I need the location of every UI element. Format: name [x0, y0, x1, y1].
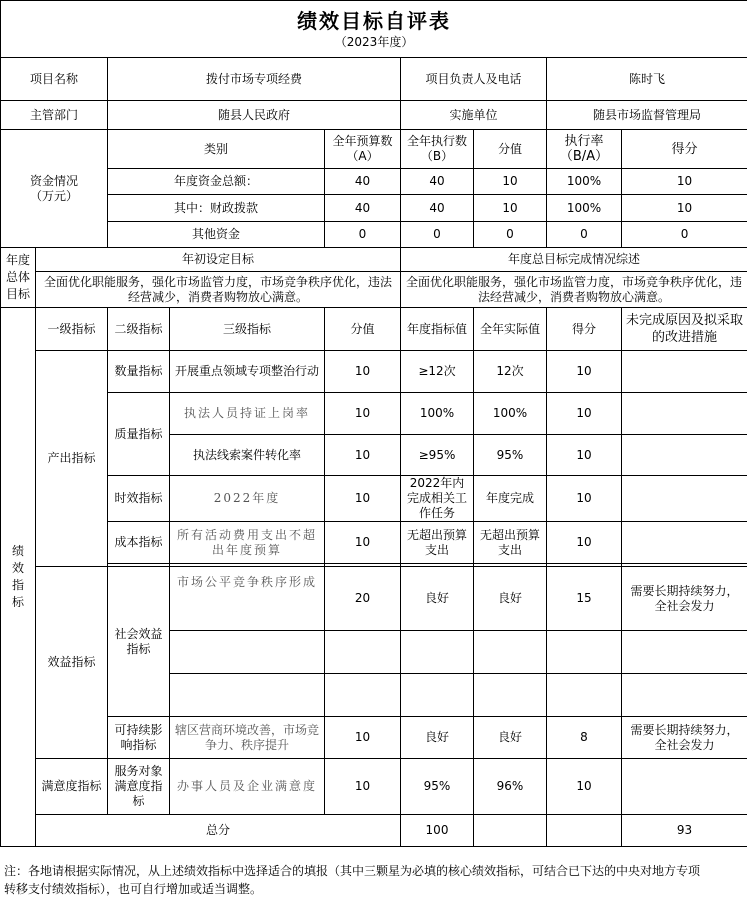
satisfaction-l2: 服务对象满意度指标 — [108, 759, 170, 815]
manager-label: 项目负责人及电话 — [401, 58, 547, 101]
cost-l2: 成本指标 — [108, 522, 170, 564]
timeliness-actual: 年度完成 — [474, 476, 547, 522]
header-level3: 三级指标 — [170, 308, 325, 351]
annual-goal-label-cell — [1, 248, 36, 308]
timeliness-l3: 2022年度 — [170, 476, 325, 522]
quantity-l2: 数量指标 — [108, 351, 170, 393]
quality1-l3: 执法人员持证上岗率 — [170, 393, 325, 435]
social-blank-target — [401, 631, 474, 674]
social-actual: 良好 — [474, 567, 547, 631]
quantity-actual: 12次 — [474, 351, 547, 393]
quality1-score-value: 10 — [325, 393, 401, 435]
impl-value: 随县市场监督管理局 — [547, 101, 747, 130]
satisfaction-actual: 96% — [474, 759, 547, 815]
funds-row-other-score-value: 0 — [474, 222, 547, 248]
project-name-value: 拨付市场专项经费 — [108, 58, 401, 101]
quality2-reason — [622, 435, 747, 476]
social-blank-l3 — [170, 631, 325, 674]
initial-goal-text: 全面优化职能服务，强化市场监管力度，市场竞争秩序优化，违法经营减少，消费者购物放心满意。 — [36, 272, 401, 308]
timeliness-reason — [622, 476, 747, 522]
cost-l3: 所有活动费用支出不超出年度预算 — [170, 522, 325, 564]
sustain-target: 良好 — [401, 717, 474, 759]
satisfaction-reason — [622, 759, 747, 815]
impl-label: 实施单位 — [401, 101, 547, 130]
sustain-score: 8 — [547, 717, 622, 759]
social-l3: 市场公平竞争秩序形成 — [170, 567, 325, 631]
social-blank2-score-value — [325, 674, 401, 717]
social-reason: 需要长期持续努力，全社会发力 — [622, 567, 747, 631]
social-target: 良好 — [401, 567, 474, 631]
quality2-target: ≥95% — [401, 435, 474, 476]
funds-row-total-score-value: 10 — [474, 169, 547, 195]
social-score-value: 20 — [325, 567, 401, 631]
funds-row-total-budget: 40 — [325, 169, 401, 195]
satisfaction-score: 10 — [547, 759, 622, 815]
social-blank-actual — [474, 631, 547, 674]
funds-row-other-budget: 0 — [325, 222, 401, 248]
funds-header-budget: 全年预算数 （A） — [325, 130, 401, 169]
total-target — [474, 815, 547, 847]
annual-goal-label: 年度总体目标 — [5, 253, 30, 301]
total-score: 93 — [622, 815, 747, 847]
header-target: 年度指标值 — [401, 308, 474, 351]
header-score-value: 分值 — [325, 308, 401, 351]
social-blank2-reason — [622, 674, 747, 717]
page-subtitle: （2023年度） — [334, 35, 414, 49]
funds-row-total-score: 10 — [622, 169, 747, 195]
quantity-reason — [622, 351, 747, 393]
funds-row-fiscal-budget: 40 — [325, 195, 401, 222]
satisfaction-label: 满意度指标 — [36, 759, 108, 815]
goal-summary-text: 全面优化职能服务，强化市场监管力度，市场竞争秩序优化，违法经营减少，消费者购物放心满意。 — [401, 272, 747, 308]
satisfaction-target: 95% — [401, 759, 474, 815]
quality1-actual: 100% — [474, 393, 547, 435]
indicators-section-label: 绩效指标 — [11, 544, 24, 609]
social-l2: 社会效益指标 — [108, 567, 170, 717]
total-label: 总分 — [36, 815, 401, 847]
funds-header-score-value: 分值 — [474, 130, 547, 169]
total-actual — [547, 815, 622, 847]
benefit-label: 效益指标 — [36, 567, 108, 759]
quality-l2: 质量指标 — [108, 393, 170, 476]
funds-row-total-label: 年度资金总额： — [108, 169, 325, 195]
quality2-score-value: 10 — [325, 435, 401, 476]
funds-row-fiscal-executed: 40 — [401, 195, 474, 222]
quantity-l3: 开展重点领域专项整治行动 — [170, 351, 325, 393]
funds-header-score: 得分 — [622, 130, 747, 169]
funds-row-other-score: 0 — [622, 222, 747, 248]
funds-row-fiscal-score-value: 10 — [474, 195, 547, 222]
sustain-l2: 可持续影响指标 — [108, 717, 170, 759]
social-blank2-actual — [474, 674, 547, 717]
funds-header-rate: 执行率 （B/A） — [547, 130, 622, 169]
funds-header-executed: 全年执行数 （B） — [401, 130, 474, 169]
header-level2: 二级指标 — [108, 308, 170, 351]
header-score: 得分 — [547, 308, 622, 351]
social-blank2-l3 — [170, 674, 325, 717]
dept-label: 主管部门 — [1, 101, 108, 130]
funds-row-fiscal-score: 10 — [622, 195, 747, 222]
timeliness-target: 2022年内完成相关工作任务 — [401, 476, 474, 522]
sustain-l3: 辖区营商环境改善，市场竞争力、秩序提升 — [170, 717, 325, 759]
total-score-value: 100 — [401, 815, 474, 847]
quantity-target: ≥12次 — [401, 351, 474, 393]
funds-row-fiscal-label: 其中：财政拨款 — [108, 195, 325, 222]
page-title: 绩效目标自评表 — [297, 9, 452, 33]
social-blank-score — [547, 631, 622, 674]
dept-value: 随县人民政府 — [108, 101, 401, 130]
funds-row-other-label: 其他资金 — [108, 222, 325, 248]
timeliness-score-value: 10 — [325, 476, 401, 522]
initial-goal-header: 年初设定目标 — [36, 248, 401, 272]
cost-target: 无超出预算支出 — [401, 522, 474, 564]
social-score: 15 — [547, 567, 622, 631]
funds-label: 资金情况 （万元） — [1, 130, 108, 248]
quality1-score: 10 — [547, 393, 622, 435]
indicators-section-cell — [1, 308, 36, 847]
funds-row-other-executed: 0 — [401, 222, 474, 248]
social-blank2-score — [547, 674, 622, 717]
satisfaction-score-value: 10 — [325, 759, 401, 815]
quality2-actual: 95% — [474, 435, 547, 476]
funds-row-other-rate: 0 — [547, 222, 622, 248]
social-blank-score-value — [325, 631, 401, 674]
cost-score: 10 — [547, 522, 622, 564]
social-blank2-target — [401, 674, 474, 717]
output-label: 产出指标 — [36, 351, 108, 567]
header-level1: 一级指标 — [36, 308, 108, 351]
quantity-score-value: 10 — [325, 351, 401, 393]
timeliness-l2: 时效指标 — [108, 476, 170, 522]
cost-score-value: 10 — [325, 522, 401, 564]
header-reason: 未完成原因及拟采取的改进措施 — [622, 308, 747, 351]
quality2-l3: 执法线索案件转化率 — [170, 435, 325, 476]
timeliness-score: 10 — [547, 476, 622, 522]
header-actual: 全年实际值 — [474, 308, 547, 351]
cost-reason — [622, 522, 747, 564]
quality2-score: 10 — [547, 435, 622, 476]
goal-summary-header: 年度总目标完成情况综述 — [401, 248, 747, 272]
sustain-score-value: 10 — [325, 717, 401, 759]
project-name-label: 项目名称 — [1, 58, 108, 101]
manager-value: 陈时飞 — [547, 58, 747, 101]
quantity-score: 10 — [547, 351, 622, 393]
funds-row-total-rate: 100% — [547, 169, 622, 195]
footnote: 注：各地请根据实际情况，从上述绩效指标中选择适合的填报（其中三颗星为必填的核心绩效指标，可结合已下达的中央对地方专项转移支付绩效指标），也可自行增加或适当调整。 — [4, 864, 701, 896]
quality1-target: 100% — [401, 393, 474, 435]
funds-row-total-executed: 40 — [401, 169, 474, 195]
sustain-reason: 需要长期持续努力，全社会发力 — [622, 717, 747, 759]
cost-actual: 无超出预算支出 — [474, 522, 547, 564]
title-cell — [1, 1, 747, 58]
satisfaction-l3: 办事人员及企业满意度 — [170, 759, 325, 815]
funds-header-category: 类别 — [108, 130, 325, 169]
social-blank-reason — [622, 631, 747, 674]
funds-row-fiscal-rate: 100% — [547, 195, 622, 222]
quality1-reason — [622, 393, 747, 435]
sustain-actual: 良好 — [474, 717, 547, 759]
